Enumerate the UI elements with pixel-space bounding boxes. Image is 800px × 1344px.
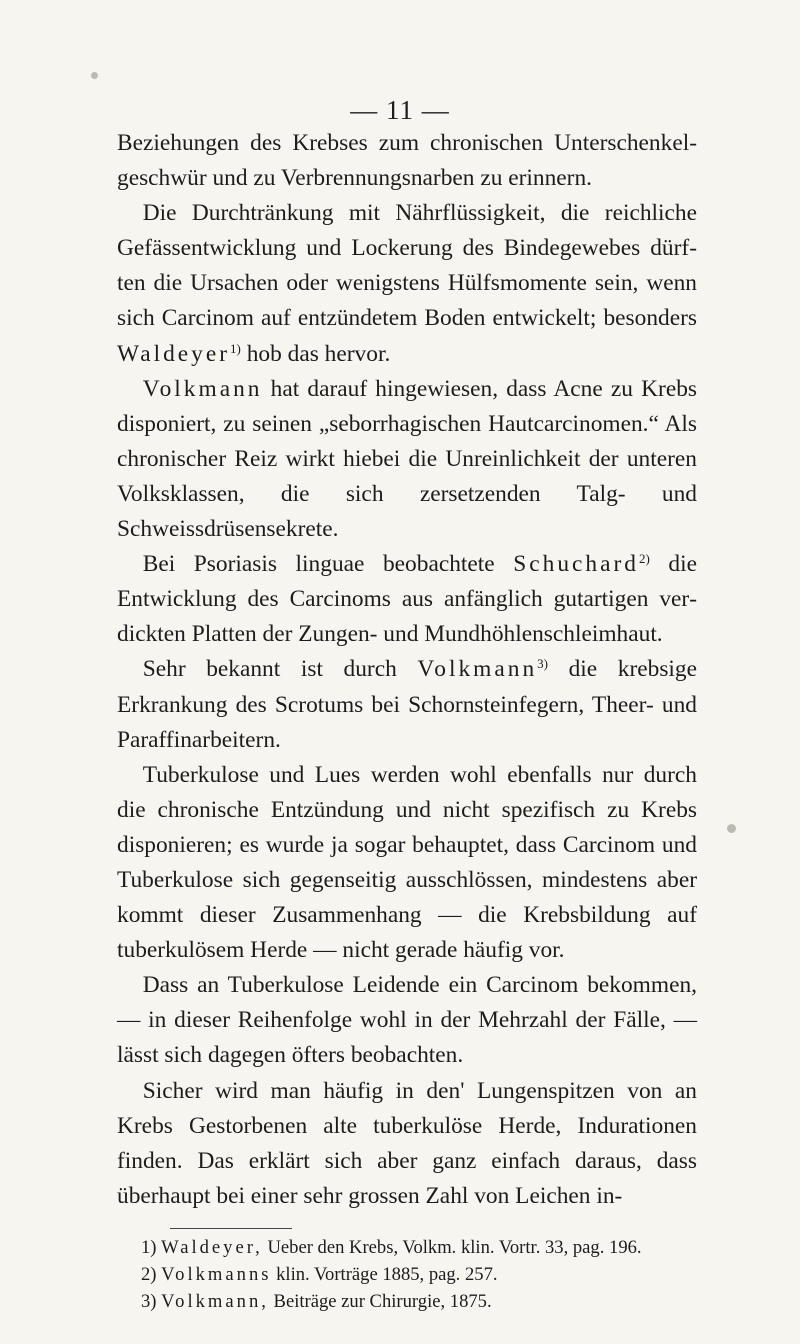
text-run: die krebsige Erkrankung des Scrotums bei Schornsteinfegern, Theer- und Paraffinarbeitern.	[117, 656, 697, 753]
footnote-marker: 1)	[230, 340, 241, 356]
footnote	[117, 1234, 697, 1261]
text-run: 3)	[141, 1291, 162, 1312]
paragraph	[117, 1074, 697, 1214]
footnote-rule	[170, 1228, 292, 1229]
paper-speck	[91, 72, 98, 79]
spaced-name: Volkmann,	[161, 1291, 269, 1312]
text-run: Ueber den Krebs, Volkm. klin. Vortr. 33, pag. 196.	[262, 1237, 642, 1258]
paper-speck	[727, 824, 736, 833]
text-run: Die Durchtränkung mit Nährflüssigkeit, die reichliche Gefässentwicklung und Lockerung des Bindegewebes dürften die Ursachen oder wenigstens Hülfsmomente sein, wenn sich Carcinom auf entzündetem Boden entwickelt; besonders	[117, 200, 697, 332]
text-run: Sicher wird man häufig in den' Lungenspitzen von an Krebs Gestorbenen alte tuberkulöse Herde, Indurationen finden. Das erklärt sich aber ganz einfach daraus, dass überhaupt bei einer sehr grossen Zahl von Leichen in-	[117, 1077, 697, 1209]
text-run: klin. Vorträge 1885, pag. 257.	[271, 1264, 498, 1285]
text-run: Dass an Tuberkulose Leidende ein Carcinom bekommen, — in dieser Reihenfolge wohl in der Mehrzahl der Fälle, — lässt sich dagegen öfters beobachten.	[117, 972, 697, 1069]
spaced-name: Volkmann	[142, 375, 263, 402]
footnote	[117, 1261, 697, 1288]
text-run: Beziehungen des Krebses zum chronischen Unterschenkelgeschwür und zu Verbrennungsnarben zu erinnern.	[117, 130, 697, 192]
spaced-name: Waldeyer	[117, 340, 231, 367]
paragraph	[117, 547, 697, 652]
paragraph	[117, 126, 697, 196]
text-run: Beiträge zur Chirurgie, 1875.	[268, 1291, 492, 1312]
text-run: 2)	[141, 1264, 162, 1285]
footnote-marker: 2)	[638, 551, 650, 567]
text-run: 1)	[141, 1237, 162, 1258]
footnote-marker: 3)	[537, 656, 548, 672]
spaced-name: Volkmanns	[161, 1264, 272, 1285]
text-run: die Entwicklung des Carcinoms aus anfänglich gutartigen verdickten Platten der Zungen- und Mundhöhlenschleimhaut.	[117, 551, 697, 648]
text-run: hat darauf hingewiesen, dass Acne zu Krebs disponiert, zu seinen „seborrhagischen Hautcarcinomen.“ Als chronischer Reiz wirkt hiebei die Unreinlichkeit der unteren Volksklassen, die sich zersetzenden Talg- und Schweissdrüsensekrete.	[117, 375, 697, 543]
body-text	[117, 126, 697, 1214]
paragraph	[117, 652, 697, 757]
text-run: Sehr bekannt ist durch	[142, 656, 418, 683]
text-run: Tuberkulose und Lues werden wohl ebenfalls nur durch die chronische Entzündung und nicht spezifisch zu Krebs disponieren; es wurde ja sogar behauptet, dass Carcinom und Tuberkulose sich gegenseitig ausschlössen, mindestens aber kommt dieser Zusammenhang — die Krebsbildung auf tuberkulösem Herde — nicht gerade häufig vor.	[117, 761, 697, 964]
spaced-name: Volkmann	[417, 656, 538, 683]
page-number: — 11 —	[350, 95, 450, 125]
text-run: Bei Psoriasis linguae beobachtete	[142, 551, 514, 578]
paragraph	[117, 758, 697, 969]
paragraph	[117, 196, 697, 371]
footnote	[117, 1288, 697, 1315]
spaced-name: Waldeyer,	[161, 1237, 263, 1258]
text-run: hob das hervor.	[240, 340, 391, 367]
paragraph	[117, 372, 697, 547]
paragraph	[117, 968, 697, 1073]
spaced-name: Schuchard	[513, 551, 639, 578]
footnotes	[117, 1234, 697, 1315]
